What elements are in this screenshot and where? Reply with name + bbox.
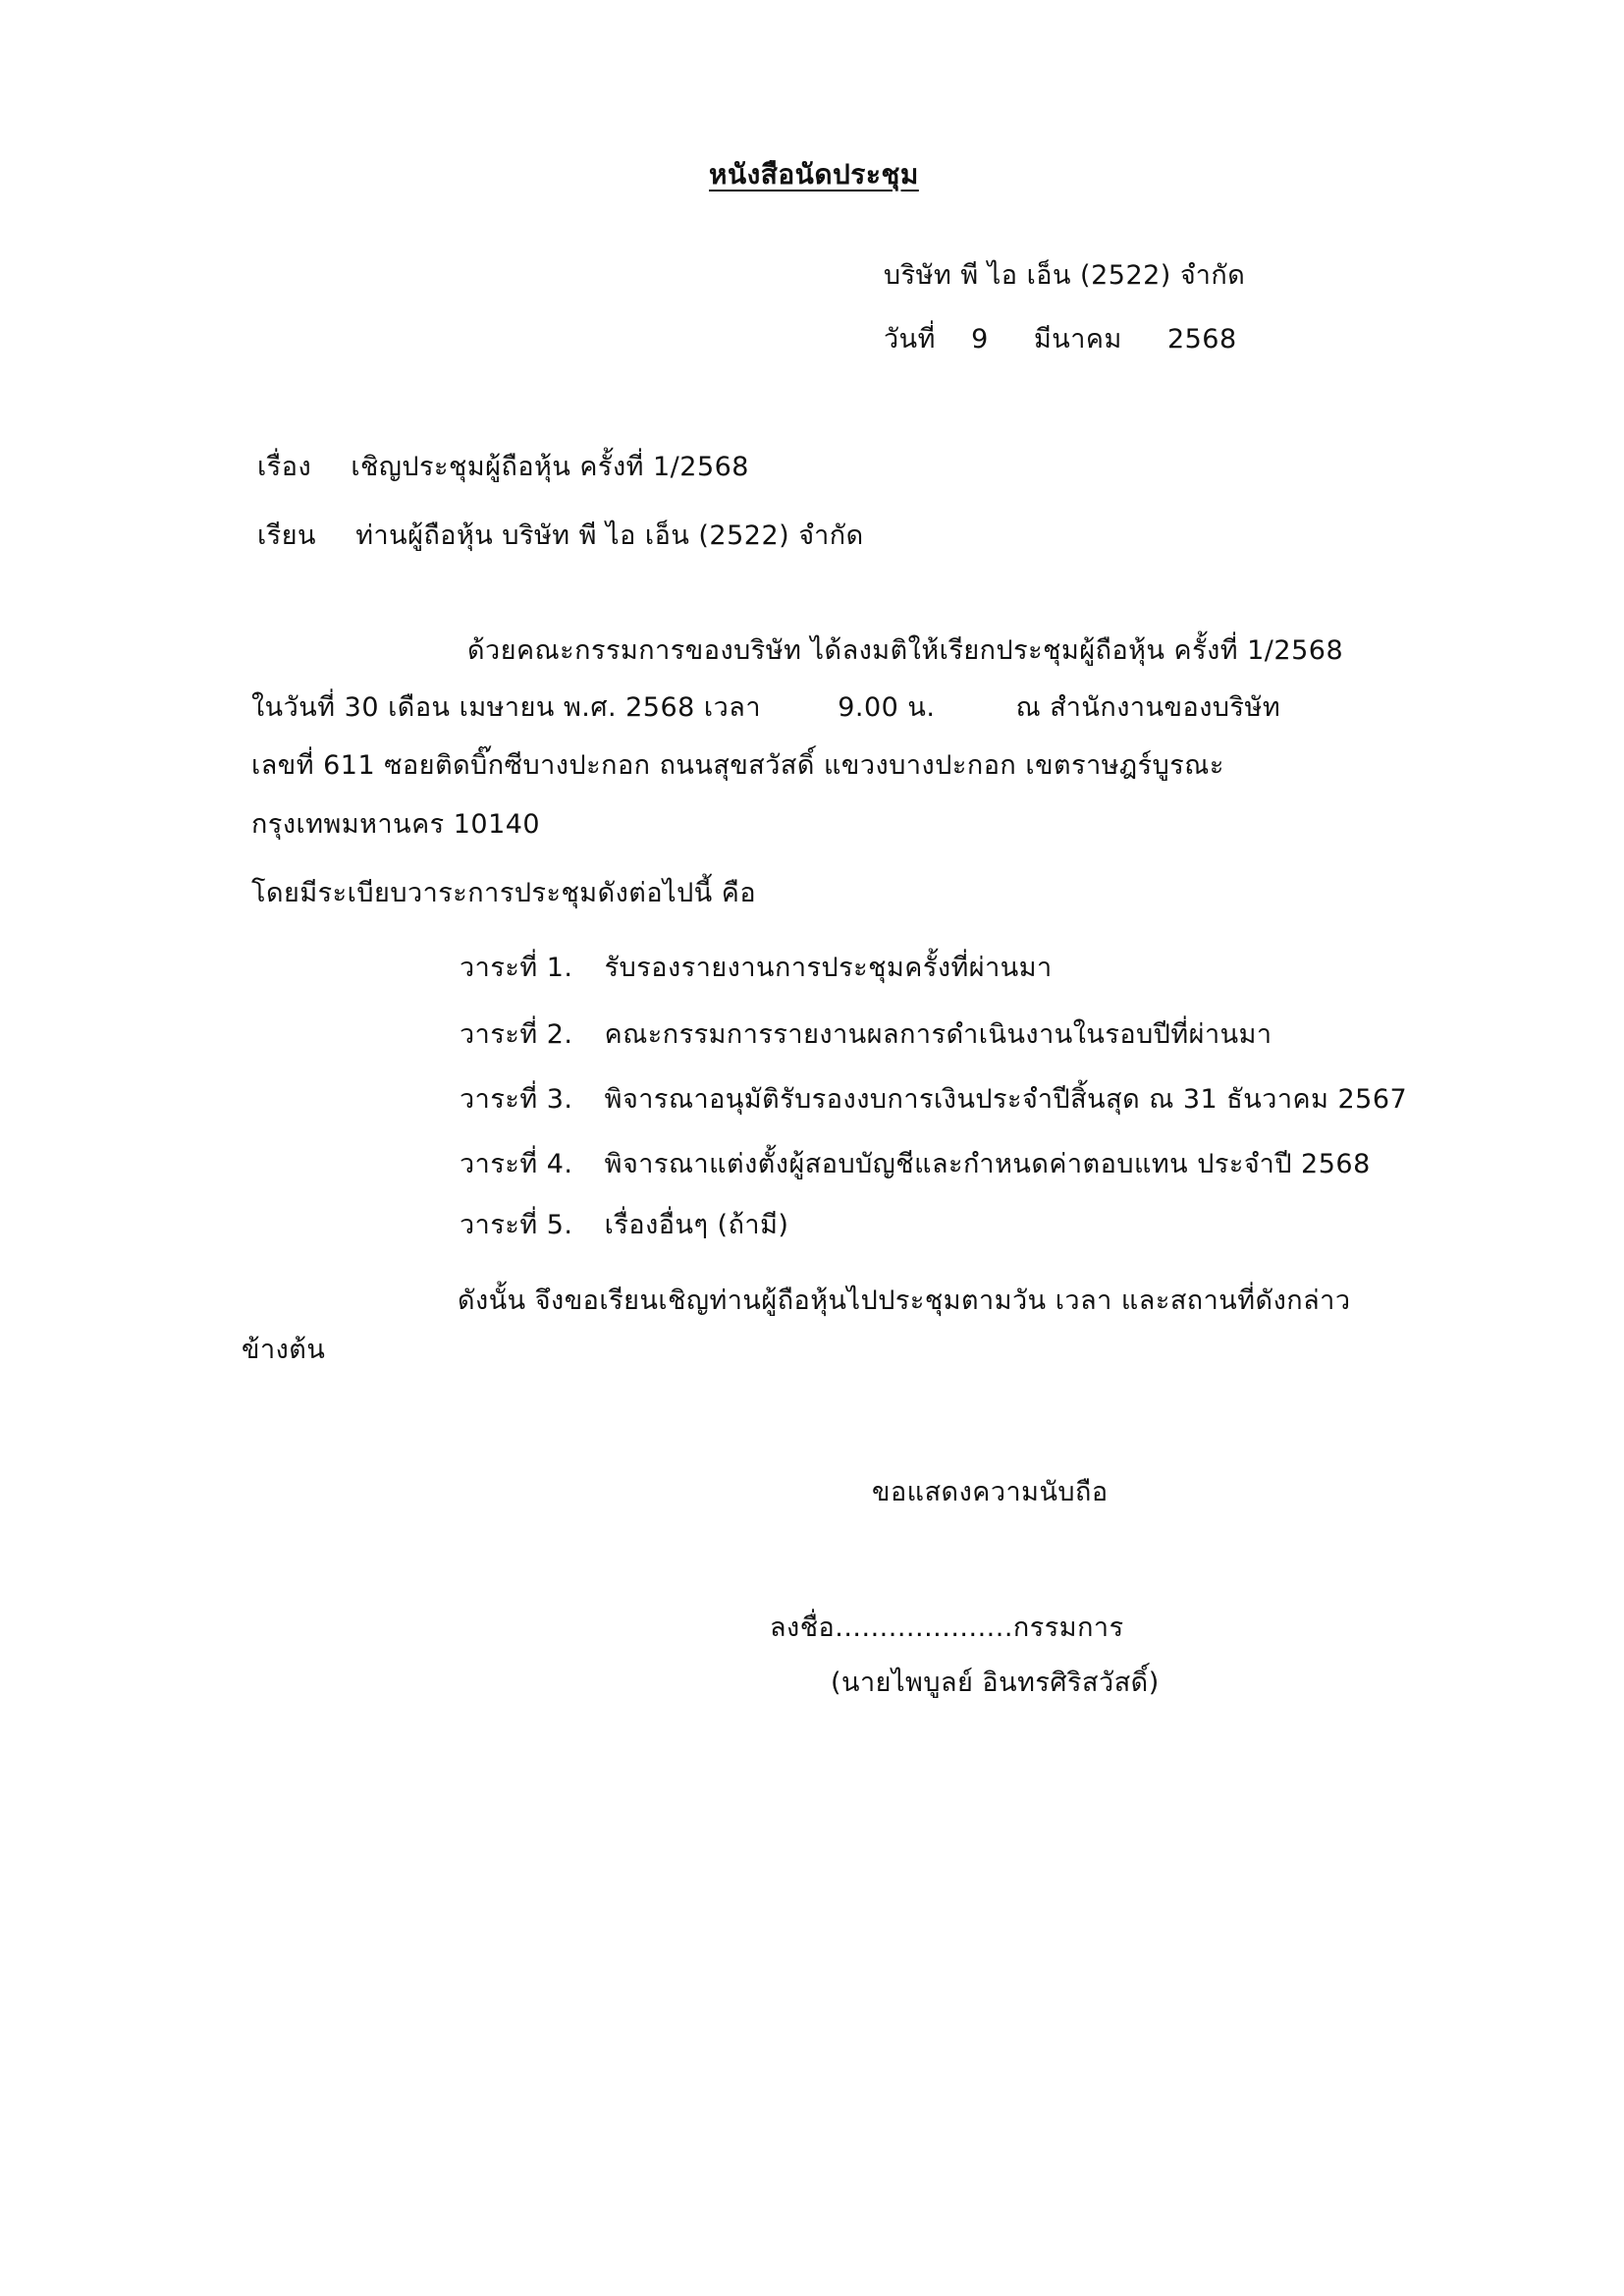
meeting-venue: ณ สำนักงานของบริษัท: [1015, 692, 1281, 723]
body-line-4: กรุงเทพมหานคร 10140: [251, 809, 541, 840]
recipient-text: ท่านผู้ถือหุ้น บริษัท พี ไอ เอ็น (2522) จำกัด: [355, 520, 864, 551]
agenda-text: รับรองรายงานการประชุมครั้งที่ผ่านมา: [604, 953, 1053, 983]
subject-text: เชิญประชุมผู้ถือหุ้น ครั้งที่ 1/2568: [351, 452, 749, 482]
recipient-label: เรียน: [257, 520, 317, 551]
agenda-label: วาระที่ 1.: [460, 953, 573, 983]
subject-label: เรื่อง: [257, 452, 312, 482]
agenda-label: วาระที่ 5.: [460, 1210, 573, 1240]
agenda-item-5: [460, 1208, 788, 1243]
body-line-1: ด้วยคณะกรรมการของบริษัท ได้ลงมติให้เรียกประชุมผู้ถือหุ้น ครั้งที่ 1/2568: [467, 635, 1344, 666]
date-day: 9: [971, 324, 989, 355]
closing-line-1: ดังนั้น จึงขอเรียนเชิญท่านผู้ถือหุ้นไปประชุมตามวัน เวลา และสถานที่ดังกล่าว: [458, 1285, 1351, 1316]
agenda-text: คณะกรรมการรายงานผลการดำเนินงานในรอบปีที่ผ่านมา: [604, 1019, 1272, 1050]
body-line-2: [251, 690, 1280, 726]
agenda-label: วาระที่ 3.: [460, 1084, 573, 1115]
agenda-item-2: [460, 1017, 1272, 1053]
document-title: หนังสือนัดประชุม: [709, 158, 919, 191]
signature-regards: ขอแสดงความนับถือ: [872, 1477, 1109, 1507]
date-month: มีนาคม: [1033, 324, 1122, 355]
agenda-item-3: [460, 1082, 1407, 1118]
agenda-item-1: [460, 951, 1053, 986]
agenda-label: วาระที่ 4.: [460, 1149, 573, 1179]
body-line-5: โดยมีระเบียบวาระการประชุมดังต่อไปนี้ คือ: [251, 878, 757, 908]
subject-line: [257, 450, 749, 485]
agenda-text: พิจารณาอนุมัติรับรองงบการเงินประจำปีสิ้นสุด ณ 31 ธันวาคม 2567: [604, 1084, 1408, 1115]
meeting-date: ในวันที่ 30 เดือน เมษายน พ.ศ. 2568 เวลา: [251, 692, 762, 723]
date-year: 2568: [1166, 324, 1237, 355]
meeting-time: 9.00 น.: [838, 692, 936, 723]
closing-line-2: ข้างต้น: [242, 1335, 326, 1365]
letter-date: [884, 322, 1237, 357]
agenda-text: พิจารณาแต่งตั้งผู้สอบบัญชีและกำหนดค่าตอบแทน ประจำปี 2568: [604, 1149, 1371, 1179]
signature-line: ลงชื่อ....................กรรมการ: [770, 1613, 1124, 1643]
agenda-text: เรื่องอื่นๆ (ถ้ามี): [604, 1210, 789, 1240]
company-name: บริษัท พี ไอ เอ็น (2522) จำกัด: [884, 260, 1246, 291]
recipient-line: [257, 519, 864, 554]
agenda-item-4: [460, 1147, 1371, 1182]
agenda-label: วาระที่ 2.: [460, 1019, 573, 1050]
date-label: วันที่: [884, 324, 936, 355]
body-line-3: เลขที่ 611 ซอยติดบิ๊กซีบางปะกอก ถนนสุขสวัสดิ์ แขวงบางปะกอก เขตราษฎร์บูรณะ: [251, 750, 1224, 781]
signatory-name: (นายไพบูลย์ อินทรศิริสวัสดิ์): [831, 1667, 1160, 1698]
